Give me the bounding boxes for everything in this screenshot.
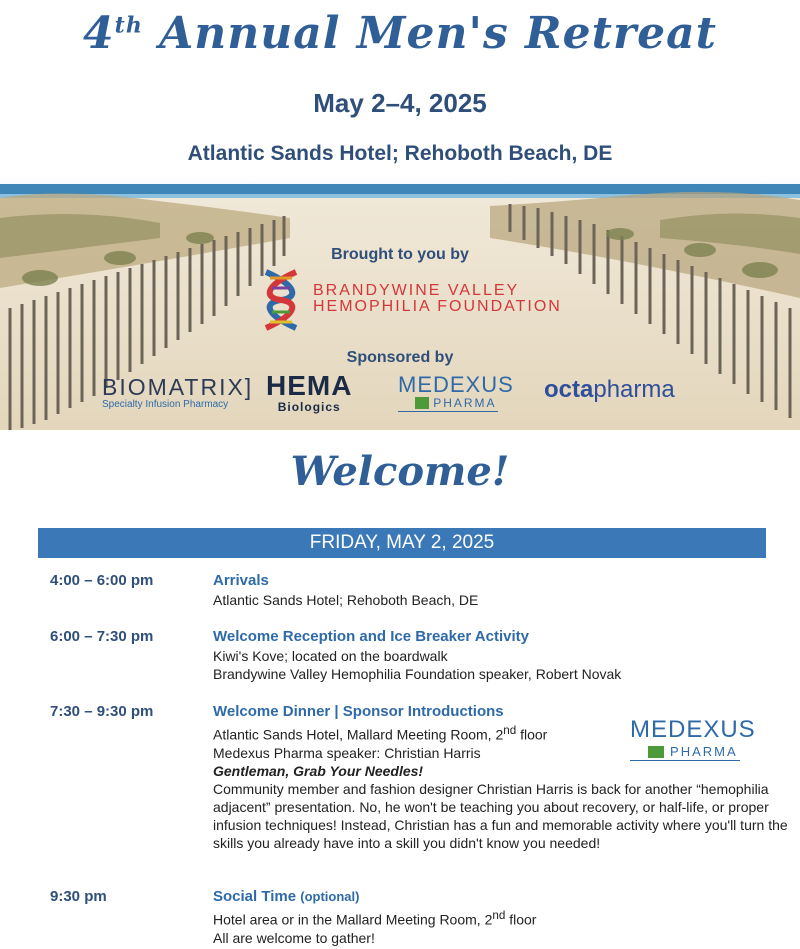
sponsored-by-label: Sponsored by bbox=[346, 349, 454, 366]
schedule-time: 7:30 – 9:30 pm bbox=[50, 703, 154, 720]
line-text: Hotel area or in the Mallard Meeting Room, 2 bbox=[213, 911, 493, 928]
octapharma-logo bbox=[544, 376, 675, 404]
line-sup: nd bbox=[503, 724, 517, 737]
biomatrix-subtitle: Specialty Infusion Pharmacy bbox=[102, 399, 229, 410]
schedule-item-reception bbox=[213, 628, 793, 683]
schedule-line: Medexus Pharma speaker: Christian Harris bbox=[213, 744, 481, 761]
schedule-title bbox=[213, 888, 793, 906]
activity-subtitle: Gentleman, Grab Your Needles! bbox=[213, 762, 424, 779]
medexus-name: MEDEXUS bbox=[630, 716, 756, 743]
foundation-name-line2: HEMOPHILIA FOUNDATION bbox=[313, 298, 562, 315]
schedule-item-social bbox=[213, 888, 793, 947]
medexus-name: MEDEXUS bbox=[398, 372, 514, 397]
brought-to-you-by-label: Brought to you by bbox=[331, 246, 469, 263]
foundation-name bbox=[313, 283, 562, 315]
octa-rest: pharma bbox=[593, 376, 675, 403]
retreat-title bbox=[0, 8, 800, 59]
medexus-subtitle: PHARMA bbox=[670, 744, 738, 759]
schedule-line: Kiwi's Kove; located on the boardwalk bbox=[213, 648, 448, 664]
medexus-pharma-logo bbox=[398, 374, 514, 412]
schedule-time: 9:30 pm bbox=[50, 888, 107, 905]
medexus-green-square-icon bbox=[648, 746, 664, 758]
line-text-end: floor bbox=[516, 726, 548, 743]
line-sup: nd bbox=[492, 909, 506, 922]
octa-bold: octa bbox=[544, 376, 594, 403]
welcome-heading: Welcome! bbox=[290, 448, 510, 495]
schedule-line: Atlantic Sands Hotel; Rehoboth Beach, DE bbox=[213, 592, 479, 608]
schedule-title: Welcome Dinner | Sponsor Introductions bbox=[213, 703, 504, 720]
medexus-subtitle: PHARMA bbox=[433, 396, 497, 410]
schedule-title: Arrivals bbox=[213, 572, 269, 589]
title-ordinal: 4 bbox=[83, 8, 115, 59]
line-text: Atlantic Sands Hotel, Mallard Meeting Room, 2 bbox=[213, 726, 504, 743]
biomatrix-name: BIOMATRIX] bbox=[102, 374, 254, 400]
medexus-underline bbox=[398, 411, 498, 412]
schedule-time: 4:00 – 6:00 pm bbox=[50, 572, 154, 589]
activity-description: Community member and fashion designer Christian Harris is back for another “hemophilia adjacent” presentation. No, he won't be teaching you about recovery, or half-life, or proper infusion techniques! Instead, Christian has a fun and memorable activity where you'll turn the skills you already have into a skill you didn't know you needed! bbox=[213, 780, 788, 851]
title-text: Social Time bbox=[213, 888, 297, 905]
title-text: Annual Men's Retreat bbox=[159, 8, 717, 59]
day-banner: FRIDAY, MAY 2, 2025 bbox=[38, 528, 766, 558]
schedule-line: Brandywine Valley Hemophilia Foundation speaker, Robert Novak bbox=[213, 666, 622, 682]
biomatrix-logo bbox=[102, 374, 253, 410]
event-dates: May 2–4, 2025 bbox=[313, 88, 487, 118]
schedule-line: All are welcome to gather! bbox=[213, 929, 375, 946]
foundation-name-line1: BRANDYWINE VALLEY bbox=[313, 282, 520, 299]
hema-biologics-logo bbox=[266, 372, 352, 414]
schedule-line bbox=[213, 907, 793, 929]
line-text-end: floor bbox=[505, 911, 537, 928]
schedule-item-arrivals bbox=[213, 572, 793, 609]
schedule-time: 6:00 – 7:30 pm bbox=[50, 628, 154, 645]
event-location: Atlantic Sands Hotel; Rehoboth Beach, DE bbox=[187, 142, 613, 165]
hema-subtitle: Biologics bbox=[277, 400, 341, 414]
dna-logo-icon bbox=[258, 268, 304, 332]
medexus-pharma-logo-inline bbox=[630, 718, 756, 761]
title-note: (optional) bbox=[300, 889, 360, 904]
title-ordinal-suffix: th bbox=[114, 12, 143, 39]
medexus-green-square-icon bbox=[415, 397, 429, 409]
hema-name: HEMA bbox=[266, 370, 353, 401]
medexus-underline bbox=[630, 760, 740, 761]
schedule-title: Welcome Reception and Ice Breaker Activity bbox=[213, 628, 529, 645]
